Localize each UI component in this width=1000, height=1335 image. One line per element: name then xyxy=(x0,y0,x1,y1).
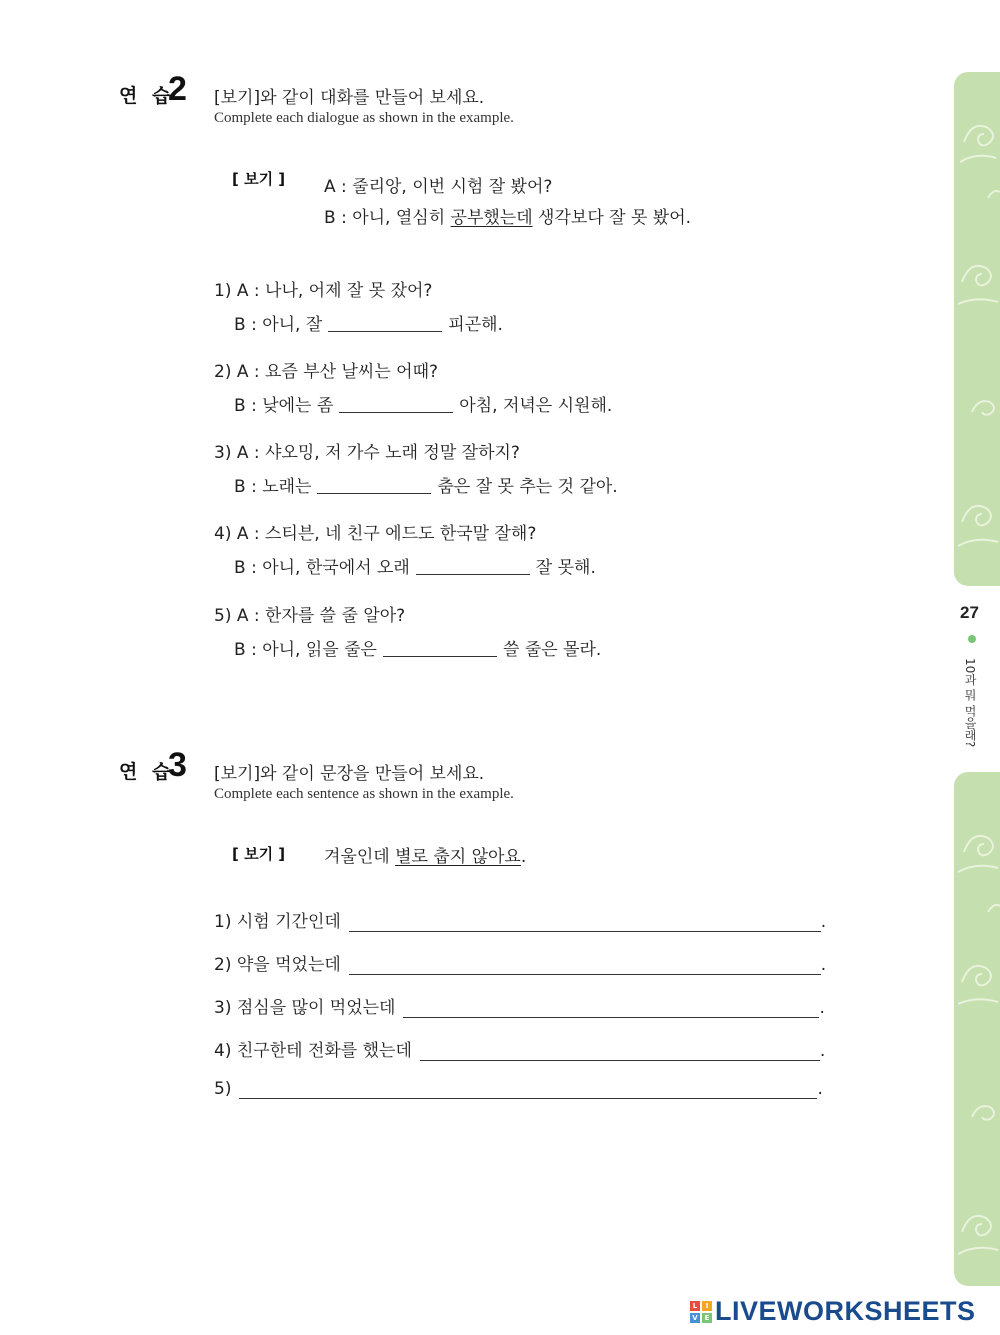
ex2-item3-a: 3) A : 샤오밍, 저 가수 노래 정말 잘하지? xyxy=(214,443,520,463)
ex2-item2-a: 2) A : 요즘 부산 날씨는 어때? xyxy=(214,362,439,382)
ex3-item5-end: . xyxy=(817,1079,823,1099)
exercise2-example-b xyxy=(324,203,691,228)
logo-grid-icon xyxy=(690,1301,712,1323)
ex3-example-post: . xyxy=(520,847,527,867)
exercise2-label: 연 습 xyxy=(119,85,175,107)
exercise2-instruction-en: Complete each dialogue as shown in the example. xyxy=(214,110,514,126)
exercise3-instruction: [보기]와 같이 문장을 만들어 보세요. xyxy=(214,764,485,784)
ex2-item2-b-post: 아침, 저녁은 시원해. xyxy=(459,396,613,416)
ex3-item1-line[interactable] xyxy=(349,915,821,932)
sidebar-tab-bottom xyxy=(954,772,1000,1286)
logo-letter: L xyxy=(690,1301,700,1311)
ex2-item5-b-post: 쓸 줄은 몰라. xyxy=(502,640,602,660)
lesson-title: 10과 뭐 먹을래? xyxy=(963,658,977,748)
ex2-item4-b-pre: B : 아니, 한국에서 오래 xyxy=(234,558,410,578)
exercise3-example-tag: [ 보기 ] xyxy=(232,845,286,863)
ex2-item3-blank[interactable] xyxy=(317,477,431,494)
exercise3-number: 3 xyxy=(168,746,187,784)
brand-name: LIVEWORKSHEETS xyxy=(715,1296,976,1326)
ex2-item1-b xyxy=(234,310,503,335)
ex3-item4-text: 4) 친구한테 전화를 했는데 xyxy=(214,1041,412,1061)
ex2-item2-b-pre: B : 낮에는 좀 xyxy=(234,396,334,416)
ex3-item4-line[interactable] xyxy=(420,1044,820,1061)
ex3-item1-text: 1) 시험 기간인데 xyxy=(214,912,341,932)
ex3-item2-end: . xyxy=(820,955,827,975)
ex3-item3 xyxy=(214,993,825,1018)
sidebar-tab-top xyxy=(954,72,1000,586)
example-b-post: 생각보다 잘 못 봤어. xyxy=(532,208,692,228)
ex3-example-pre: 겨울인데 xyxy=(324,847,396,867)
ex2-item3-b-post: 춤은 잘 못 추는 것 같아. xyxy=(437,477,618,497)
exercise3-instruction-en: Complete each sentence as shown in the example. xyxy=(214,786,514,802)
ex2-item1-b-pre: B : 아니, 잘 xyxy=(234,315,323,335)
bullet-dot-icon xyxy=(968,635,976,643)
ex2-item3-b-pre: B : 노래는 xyxy=(234,477,312,497)
exercise2-example-a: A : 줄리앙, 이번 시험 잘 봤어? xyxy=(324,177,553,197)
ex2-item5-a: 5) A : 한자를 쓸 줄 알아? xyxy=(214,606,406,626)
exercise2-example-tag: [ 보기 ] xyxy=(232,170,286,188)
exercise2-number: 2 xyxy=(168,70,187,108)
ex3-item2-text: 2) 약을 먹었는데 xyxy=(214,955,341,975)
logo-letter: V xyxy=(690,1313,700,1323)
ex3-item4 xyxy=(214,1036,825,1061)
ex3-item5-text: 5) xyxy=(214,1079,232,1099)
ex2-item1-b-post: 피곤해. xyxy=(448,315,503,335)
ex3-item2 xyxy=(214,950,826,975)
ex2-item2-b xyxy=(234,391,612,416)
ex3-item5 xyxy=(214,1079,823,1099)
ex3-item3-text: 3) 점심을 많이 먹었는데 xyxy=(214,998,396,1018)
ex3-item3-end: . xyxy=(819,998,825,1018)
exercise2-instruction: [보기]와 같이 대화를 만들어 보세요. xyxy=(214,88,485,108)
liveworksheets-logo xyxy=(690,1296,976,1327)
example-b-underlined: 공부했는데 xyxy=(450,208,533,228)
cloud-swirl-icon xyxy=(958,72,1000,572)
ex2-item4-a: 4) A : 스티븐, 네 친구 에드도 한국말 잘해? xyxy=(214,524,537,544)
ex2-item3-b xyxy=(234,472,618,497)
ex3-example-underlined: 별로 춥지 않아요 xyxy=(395,847,521,867)
ex2-item4-blank[interactable] xyxy=(416,558,530,575)
ex2-item1-blank[interactable] xyxy=(328,315,442,332)
exercise3-label: 연 습 xyxy=(119,761,175,783)
cloud-swirl-icon xyxy=(958,772,1000,1272)
logo-letter: E xyxy=(702,1313,712,1323)
ex2-item5-blank[interactable] xyxy=(383,640,497,657)
ex3-item5-line[interactable] xyxy=(239,1082,817,1099)
ex3-item2-line[interactable] xyxy=(349,958,821,975)
ex3-item3-line[interactable] xyxy=(403,1001,819,1018)
page-number: 27 xyxy=(960,603,979,622)
ex2-item2-blank[interactable] xyxy=(339,396,453,413)
ex3-item1-end: . xyxy=(820,912,827,932)
ex3-item1 xyxy=(214,907,826,932)
exercise3-example xyxy=(324,842,526,867)
logo-letter: I xyxy=(702,1301,712,1311)
ex2-item5-b xyxy=(234,635,601,660)
ex2-item4-b-post: 잘 못해. xyxy=(535,558,596,578)
ex3-item4-end: . xyxy=(819,1041,826,1061)
ex2-item1-a: 1) A : 나나, 어제 잘 못 잤어? xyxy=(214,281,433,301)
example-b-pre: B : 아니, 열심히 xyxy=(324,208,451,228)
ex2-item5-b-pre: B : 아니, 읽을 줄은 xyxy=(234,640,377,660)
ex2-item4-b xyxy=(234,553,596,578)
